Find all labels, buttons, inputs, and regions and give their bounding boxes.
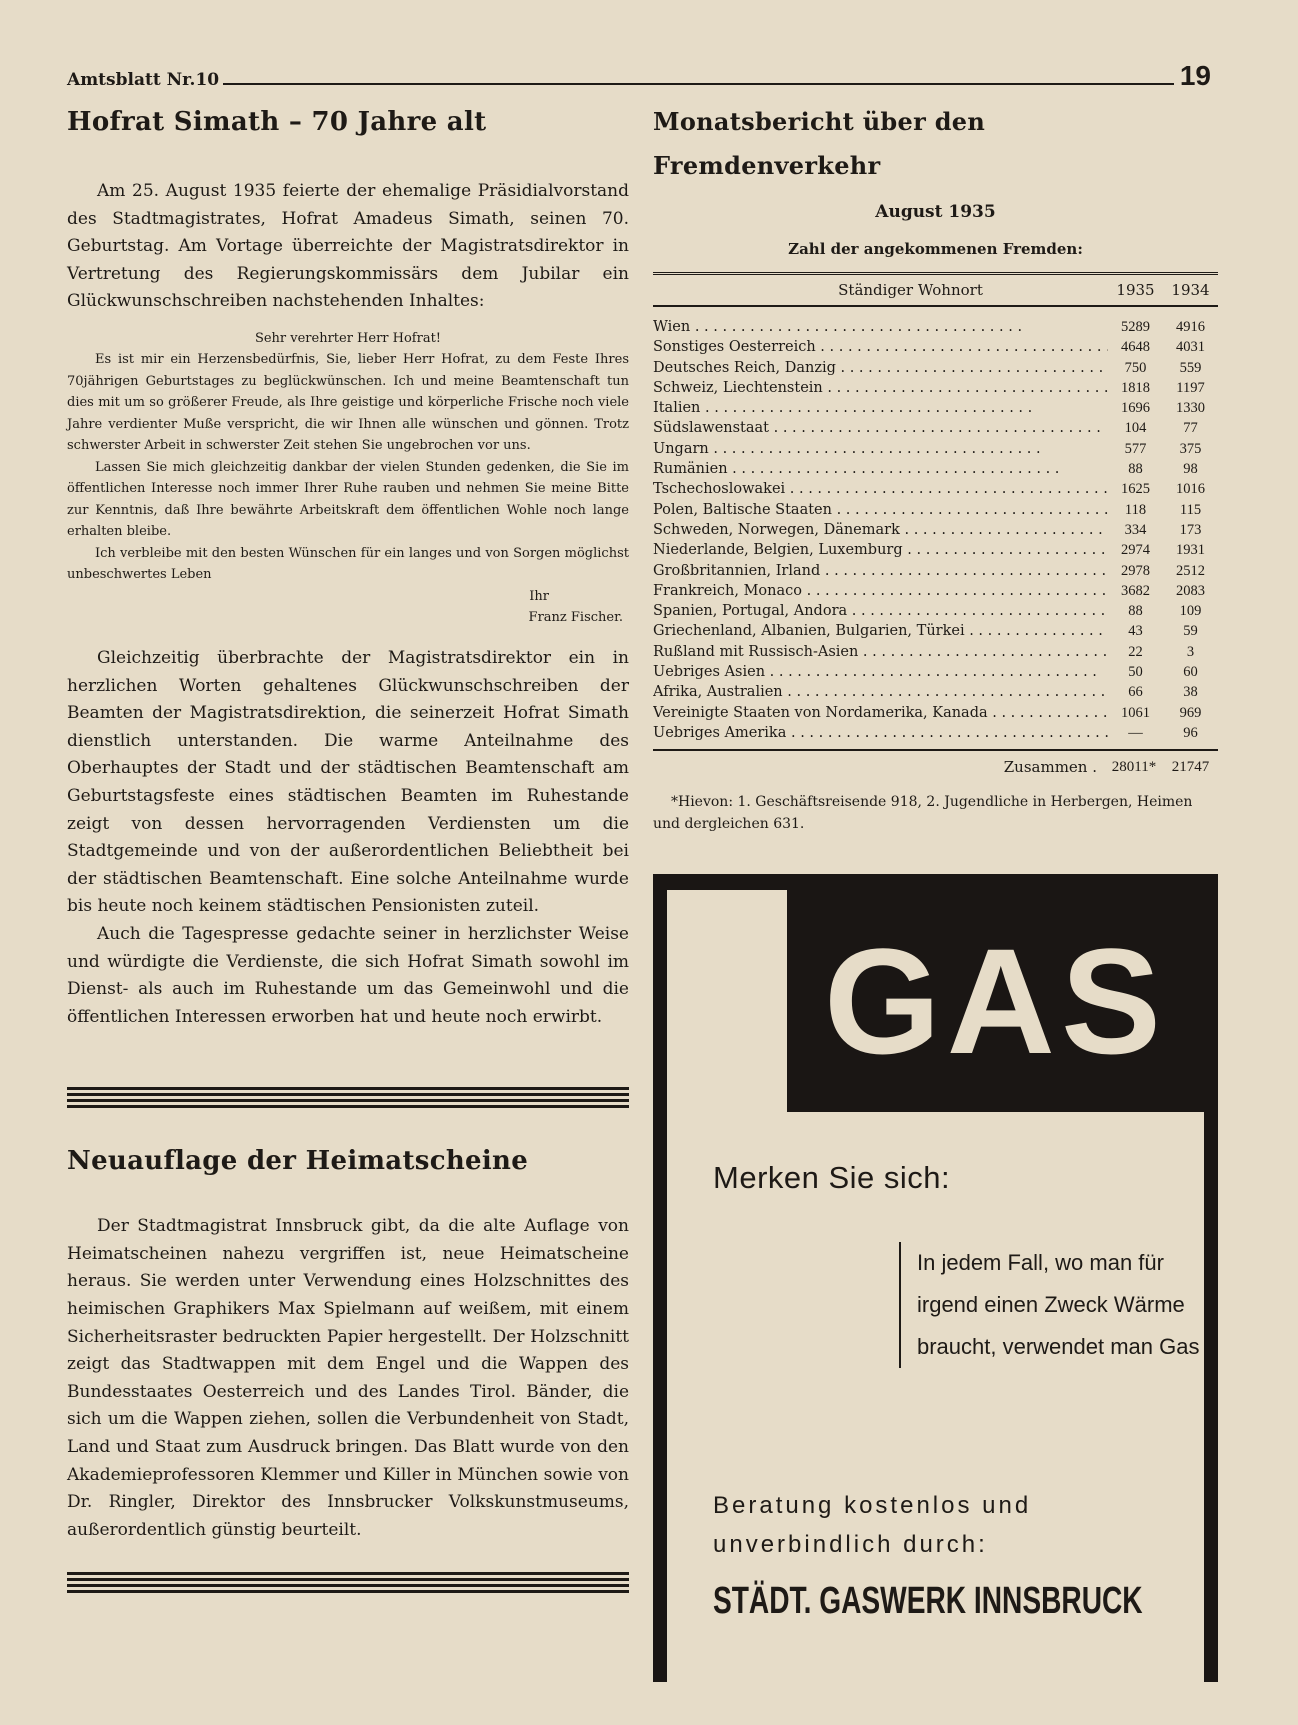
row-place: Vereinigte Staaten von Nordamerika, Kanada . . . <box>653 703 1108 723</box>
row-1934: 109 <box>1179 603 1202 620</box>
row-place: Schweden, Norwegen, Dänemark . . . <box>653 520 1108 540</box>
table-body <box>653 317 1218 743</box>
ad-headline: Merken Sie sich: <box>713 1160 951 1195</box>
row-1935: 577 <box>1124 440 1147 457</box>
row-1935: 4648 <box>1121 339 1150 356</box>
table-row <box>653 479 1218 499</box>
row-place: Niederlande, Belgien, Luxemburg . . . <box>653 540 1108 560</box>
row-place: Frankreich, Monaco . . . <box>653 581 1108 601</box>
row-1934: 969 <box>1179 704 1202 721</box>
row-1934: 38 <box>1183 684 1198 701</box>
article-simath-title: Hofrat Simath – 70 Jahre alt <box>67 107 487 137</box>
table-row <box>653 337 1218 357</box>
ad-gas-block <box>787 890 1204 1112</box>
total-1935: 28011* <box>1111 759 1157 776</box>
table-header <box>653 272 1218 307</box>
section-divider <box>67 1572 629 1593</box>
col-place: Ständiger Wohnort <box>838 281 983 299</box>
row-place: Rußland mit Russisch-Asien . . . <box>653 642 1108 662</box>
row-1935: 22 <box>1128 643 1143 660</box>
row-1934: 115 <box>1179 501 1202 518</box>
table-row <box>653 642 1218 662</box>
table-row <box>653 500 1218 520</box>
letter-salutation: Sehr verehrter Herr Hofrat! <box>254 330 442 346</box>
row-1934: 4031 <box>1176 339 1205 356</box>
table-row <box>653 540 1218 560</box>
letter-signature: Franz Fischer. <box>528 610 623 626</box>
row-1934: 2083 <box>1176 582 1205 599</box>
article-simath-paragraph: Am 25. August 1935 feierte der ehemalige Präsidialvorstand des Stadtmagistrates, Hofrat Amadeus Simath, seinen 70. Geburtstag. Am Vortage überreichte der Magistratsdirektor in Vertretung des Regierungskommissärs dem Jubilar ein Glückwunschschreiben nachstehenden Inhaltes: <box>67 181 629 312</box>
row-1935: 50 <box>1128 664 1143 681</box>
right-column <box>653 100 1218 835</box>
row-place: Italien . . . <box>653 398 1108 418</box>
row-1934: 4916 <box>1176 319 1205 335</box>
ad-gas-wordmark: GAS <box>823 917 1168 1085</box>
row-1934: 375 <box>1179 440 1202 457</box>
ad-body-text: In jedem Fall, wo man für irgend einen Zweck Wärme braucht, verwendet man Gas <box>899 1242 1207 1368</box>
page-number: 19 <box>1179 60 1211 91</box>
row-1934: 173 <box>1179 521 1202 538</box>
ad-company: STÄDT. GASWERK INNSBRUCK <box>713 1580 1143 1622</box>
table-row <box>653 418 1218 438</box>
row-place: Polen, Baltische Staaten . . . <box>653 500 1108 520</box>
row-1934: 96 <box>1183 724 1198 741</box>
row-1934: 1197 <box>1176 379 1205 396</box>
ad-consulting-line: Beratung kostenlos und <box>713 1492 1032 1519</box>
row-place: Afrika, Australien . . . <box>653 682 1108 702</box>
row-1934: 59 <box>1183 623 1198 640</box>
row-place: Uebriges Amerika . . . <box>653 723 1108 743</box>
table-row <box>653 581 1218 601</box>
row-1935: 88 <box>1128 461 1143 478</box>
table-row <box>653 439 1218 459</box>
row-place: Wien . . . <box>653 317 1108 337</box>
total-1934: 21747 <box>1171 759 1210 776</box>
table-row <box>653 459 1218 479</box>
row-place: Ungarn . . . <box>653 439 1108 459</box>
article-simath-paragraph: Auch die Tagespresse gedachte seiner in herzlichster Weise und würdigte die Verdienste, die sich Hofrat Simath sowohl im Dienst- als auch im Ruhestande um das Gemeinwohl und die öffentlichen Interessen erworben hat und heute noch erwirbt. <box>67 923 629 1027</box>
row-1935: 104 <box>1124 420 1147 437</box>
row-1935: 1061 <box>1121 704 1150 721</box>
ad-frame-left <box>653 874 667 1682</box>
row-1935: 1625 <box>1121 481 1150 498</box>
row-1935: 43 <box>1128 623 1143 640</box>
row-1935: — <box>1128 724 1143 741</box>
row-place: Griechenland, Albanien, Bulgarien, Türkei . . . <box>653 621 1108 641</box>
row-place: Spanien, Portugal, Andora . . . <box>653 601 1108 621</box>
row-1934: 60 <box>1183 664 1198 681</box>
col-1934: 1934 <box>1171 281 1210 299</box>
row-1934: 1330 <box>1176 400 1205 417</box>
section-divider <box>67 1087 629 1108</box>
article-heimatscheine-title: Neuauflage der Heimatscheine <box>67 1146 529 1177</box>
table-row <box>653 601 1218 621</box>
table-row <box>653 703 1218 723</box>
total-row <box>653 749 1218 779</box>
row-1935: 1696 <box>1121 400 1150 417</box>
row-1934: 1016 <box>1176 481 1205 498</box>
row-1935: 2978 <box>1121 562 1150 579</box>
letter-paragraph: Ich verbleibe mit den besten Wünschen für ein langes und von Sorgen möglichst unbeschwertes Leben <box>67 545 629 583</box>
ad-frame-top <box>653 874 1218 890</box>
row-place: Rumänien . . . <box>653 459 1108 479</box>
row-1935: 1818 <box>1121 379 1150 396</box>
table-row <box>653 682 1218 702</box>
issue-label: Amtsblatt Nr.10 <box>67 70 220 90</box>
row-1935: 118 <box>1124 501 1147 518</box>
total-label: Zusammen . <box>1003 758 1097 777</box>
row-1935: 66 <box>1128 684 1143 701</box>
article-heimatscheine-paragraph: Der Stadtmagistrat Innsbruck gibt, da die alte Auflage von Heimatscheinen nahezu vergriffen ist, neue Heimatscheine heraus. Sie werden unter Verwendung eines Holzschnittes des heimischen Graphikers Max Spielmann auf weißem, mit einem Sicherheitsraster bedruckten Papier hergestellt. Der Holzschnitt zeigt das Stadtwappen mit dem Engel und die Wappen des Bundesstaates Oesterreich und des Landes Tirol. Bänder, die sich um die Wappen ziehen, sollen die Verbundenheit von Stadt, Land und Staat zum Ausdruck bringen. Das Blatt wurde von den Akademieprofessoren Klemmer und Killer in München sowie von Dr. Ringler, Direktor des Innsbrucker Volkskunstmuseums, außerordentlich günstig beurteilt. <box>67 1216 629 1540</box>
table-row <box>653 662 1218 682</box>
table-row <box>653 520 1218 540</box>
row-1934: 559 <box>1179 359 1202 376</box>
table-row <box>653 378 1218 398</box>
row-1935: 3682 <box>1121 582 1150 599</box>
ad-consulting <box>713 1486 1031 1564</box>
article-simath-paragraph: Gleichzeitig überbrachte der Magistratsdirektor ein in herzlichen Worten gehaltenes Glückwunschschreiben der Beamten der Magistratsdirektion, die seinerzeit Hofrat Simath dienstlich unterstanden. Die warme Anteilnahme des Oberhauptes der Stadt und der städtischen Beamtenschaft am Geburtstagsfeste eines städtischen Beamten im Ruhestande zeigt von dessen hervorragenden Verdiensten um die Stadtgemeinde und von der außerordentlichen Beliebtheit bei der städtischen Beamtenschaft. Eine solche Anteilnahme wurde bis heute noch keinem städtischen Pensionisten zuteil. <box>67 647 629 917</box>
letter-paragraph: Es ist mir ein Herzensbedürfnis, Sie, lieber Herr Hofrat, zu dem Feste Ihres 70jährigen Geburtstages zu beglückwünschen. Ich und meine Beamtenschaft tun dies mit um so größerer Freude, als Ihre geistige und körperliche Frische noch viele Jahre verdienter Muße verspricht, die wir Ihnen alle wünschen und gönnen. Trotz schwerster Arbeit in schwerster Zeit stehen Sie ungebrochen vor uns. <box>67 352 629 454</box>
report-title: Monatsbericht über den Fremdenverkehr <box>653 107 986 180</box>
table-row <box>653 561 1218 581</box>
row-place: Großbritannien, Irland . . . <box>653 561 1108 581</box>
table-row <box>653 358 1218 378</box>
row-1934: 98 <box>1183 461 1198 478</box>
left-column <box>67 100 629 1596</box>
row-1935: 2974 <box>1121 542 1150 559</box>
row-1934: 77 <box>1183 420 1198 437</box>
running-header <box>67 62 1211 90</box>
row-place: Tschechoslowakei . . . <box>653 479 1108 499</box>
row-place: Sonstiges Oesterreich . . . <box>653 337 1108 357</box>
table-row <box>653 723 1218 743</box>
table-row <box>653 317 1218 337</box>
table-row <box>653 621 1218 641</box>
row-place: Südslawenstaat . . . <box>653 418 1108 438</box>
table-row <box>653 398 1218 418</box>
letter-closing: Ihr <box>529 588 549 604</box>
row-1934: 1931 <box>1176 542 1205 559</box>
header-rule <box>223 83 1174 85</box>
row-place: Uebriges Asien . . . <box>653 662 1108 682</box>
row-1935: 750 <box>1124 359 1147 376</box>
table-footnote: *Hievon: 1. Geschäftsreisende 918, 2. Jugendliche in Herbergen, Heimen und dergleichen 631. <box>653 794 1193 833</box>
row-1934: 2512 <box>1176 562 1205 579</box>
row-place: Schweiz, Liechtenstein . . . <box>653 378 1108 398</box>
report-subtitle: Zahl der angekommenen Fremden: <box>788 240 1083 258</box>
row-1934: 3 <box>1186 643 1195 660</box>
row-1935: 334 <box>1124 521 1147 538</box>
row-1935: 88 <box>1128 603 1143 620</box>
row-place: Deutsches Reich, Danzig . . . <box>653 358 1108 378</box>
row-1935: 5289 <box>1121 319 1150 335</box>
letter-paragraph: Lassen Sie mich gleichzeitig dankbar der vielen Stunden gedenken, die Sie im öffentlichen Interesse noch immer Ihrer Ruhe rauben und nehmen Sie meine Bitte zur Kenntnis, daß Ihre bewährte Arbeitskraft dem öffentlichen Wohle noch lange erhalten bleibe. <box>67 459 629 540</box>
ad-consulting-line: unverbindlich durch: <box>713 1531 988 1558</box>
col-1935: 1935 <box>1116 281 1155 299</box>
report-month: August 1935 <box>875 202 996 222</box>
gas-advertisement <box>653 874 1218 1682</box>
